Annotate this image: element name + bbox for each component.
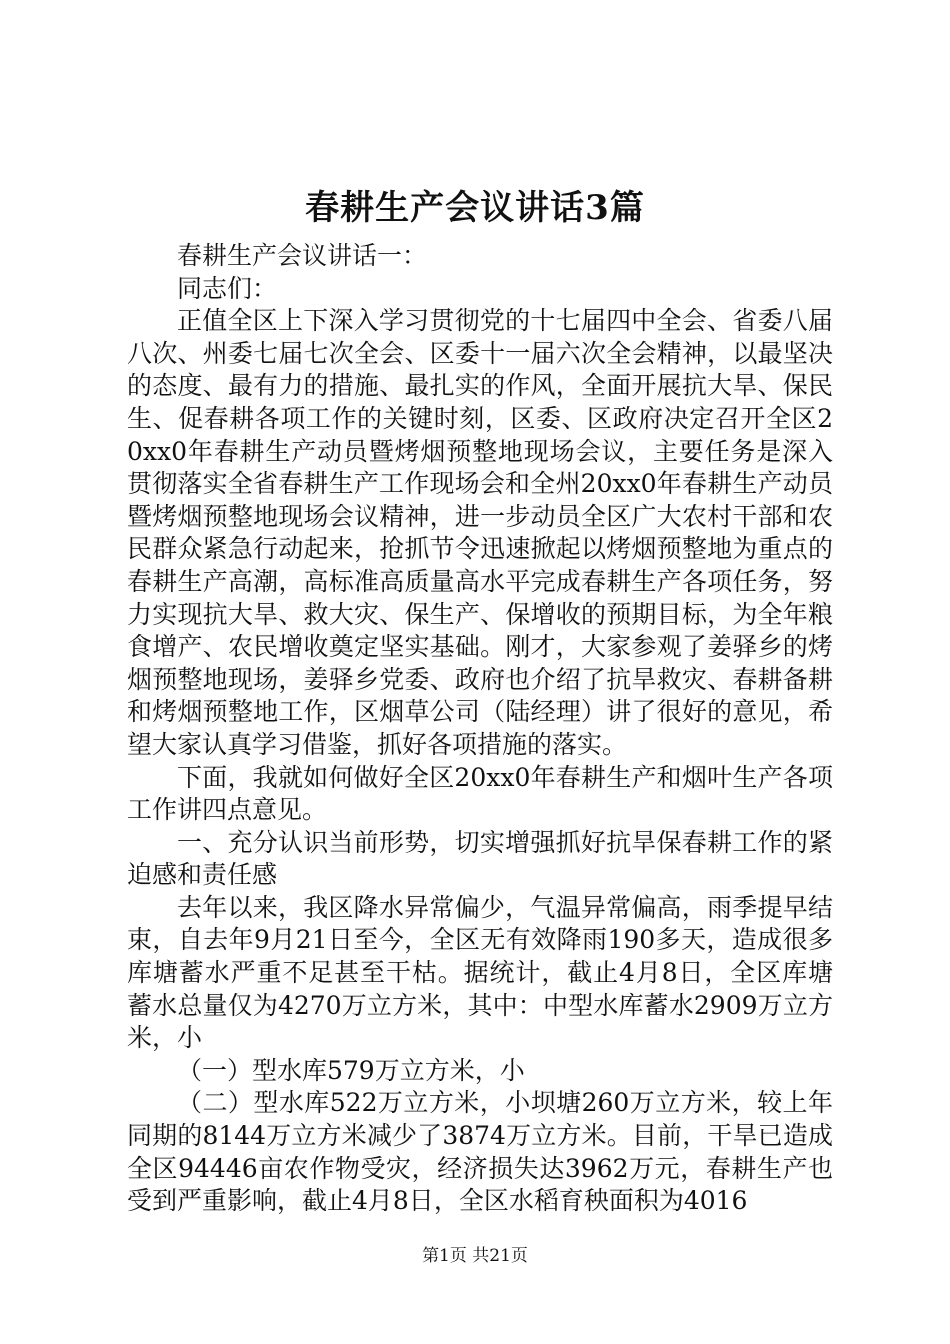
page-footer: 第1页 共21页	[422, 1246, 528, 1266]
paragraph-opening: 正值全区上下深入学习贯彻党的十七届四中全会、省委八届八次、州委七届七次全会、区委十一届六次全会精神，以最坚决的态度、最有力的措施、最扎实的作风，全面开展抗大旱、保民生、促春耕各项工作的关键时刻，区委、区政府决定召开全区20xx0年春耕生产动员暨烤烟预整地现场会议，主要任务是深入贯彻落实全省春耕生产工作现场会和全州20xx0年春耕生产动员暨烤烟预整地现场会议精神，进一步动员全区广大农村干部和农民群众紧急行动起来，抢抓节令迅速掀起以烤烟预整地为重点的春耕生产高潮，高标准高质量高水平完成春耕生产各项任务，努力实现抗大旱、救大灾、保生产、保增收的预期目标，为全年粮食增产、农民增收奠定坚实基础。刚才，大家参观了姜驿乡的烤烟预整地现场，姜驿乡党委、政府也介绍了抗旱救灾、春耕备耕和烤烟预整地工作，区烟草公司（陆经理）讲了很好的意见，希望大家认真学习借鉴，抓好各项措施的落实。	[127, 306, 833, 759]
document-body	[127, 240, 833, 1218]
paragraph-reservoir-one: （一）型水库579万立方米，小	[177, 1055, 525, 1085]
paragraph-section-heading: 一、充分认识当前形势，切实增强抓好抗旱保春耕工作的紧迫感和责任感	[127, 827, 833, 890]
document-title: 春耕生产会议讲话3篇	[305, 188, 645, 228]
paragraph-drought-status: 去年以来，我区降水异常偏少，气温异常偏高，雨季提早结束，自去年9月21日至今，全区无有效降雨190多天，造成很多库塘蓄水严重不足甚至干枯。据统计，截止4月8日，全区库塘蓄水总量仅为4270万立方米，其中：中型水库蓄水2909万立方米，小	[127, 892, 833, 1053]
paragraph-speech-heading: 春耕生产会议讲话一：	[177, 241, 428, 270]
paragraph-salutation: 同志们：	[177, 273, 278, 303]
paragraph-outline: 下面，我就如何做好全区20xx0年春耕生产和烟叶生产各项工作讲四点意见。	[127, 762, 833, 825]
paragraph-reservoir-two: （二）型水库522万立方米，小坝塘260万立方米，较上年同期的8144万立方米减少了3874万立方米。目前，干旱已造成全区94446亩农作物受灾，经济损失达3962万元，春耕生产也受到严重影响，截止4月8日，全区水稻育秧面积为4016	[127, 1088, 833, 1216]
